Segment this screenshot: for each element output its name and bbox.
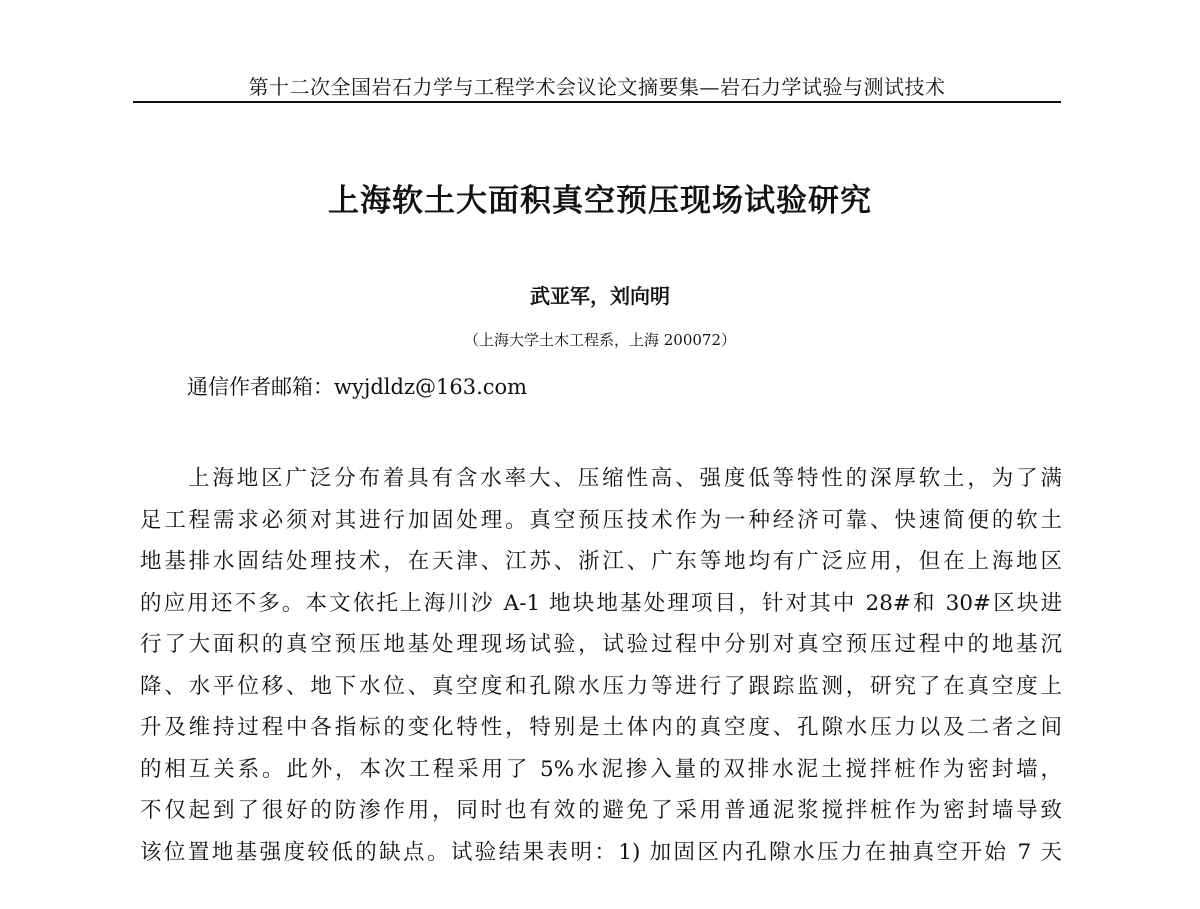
abstract-line: 的相互关系。此外，本次工程采用了 5%水泥掺入量的双排水泥土搅拌桩作为密封墙， xyxy=(140,756,1062,782)
abstract-line: 升及维持过程中各指标的变化特性，特别是土体内的真空度、孔隙水压力以及二者之间 xyxy=(140,715,1062,740)
abstract-line: 降、水平位移、地下水位、真空度和孔隙水压力等进行了跟踪监测，研究了在真空度上 xyxy=(140,673,1062,699)
abstract-line: 上海地区广泛分布着具有含水率大、压缩性高、强度低等特性的深厚软土，为了满 xyxy=(188,466,1062,491)
abstract-body xyxy=(140,458,1062,873)
running-header: 第十二次全国岩石力学与工程学术会议论文摘要集—岩石力学试验与测试技术 xyxy=(248,75,946,99)
header-rule xyxy=(133,101,1061,103)
abstract-line: 不仅起到了很好的防渗作用，同时也有效的避免了采用普通泥浆搅拌桩作为密封墙导致 xyxy=(140,798,1062,823)
abstract-line: 足工程需求必须对其进行加固处理。真空预压技术作为一种经济可靠、快速简便的软土 xyxy=(140,507,1062,533)
abstract-line: 行了大面积的真空预压地基处理现场试验，试验过程中分别对真空预压过程中的地基沉 xyxy=(140,632,1062,657)
paper-title: 上海软土大面积真空预压现场试验研究 xyxy=(328,183,872,219)
paper-authors: 武亚军，刘向明 xyxy=(530,284,670,308)
paper-affiliation: （上海大学土木工程系，上海 200072） xyxy=(463,331,737,349)
abstract-line: 的应用还不多。本文依托上海川沙 A-1 地块地基处理项目，针对其中 28#和 30#区块进 xyxy=(140,590,1062,616)
corresponding-email: 通信作者邮箱：wyjdldz@163.com xyxy=(187,375,528,399)
abstract-line: 地基排水固结处理技术，在天津、江苏、浙江、广东等地均有广泛应用，但在上海地区 xyxy=(140,549,1062,574)
abstract-line: 该位置地基强度较低的缺点。试验结果表明：1) 加固区内孔隙水压力在抽真空开始 7 天 xyxy=(140,839,1062,865)
